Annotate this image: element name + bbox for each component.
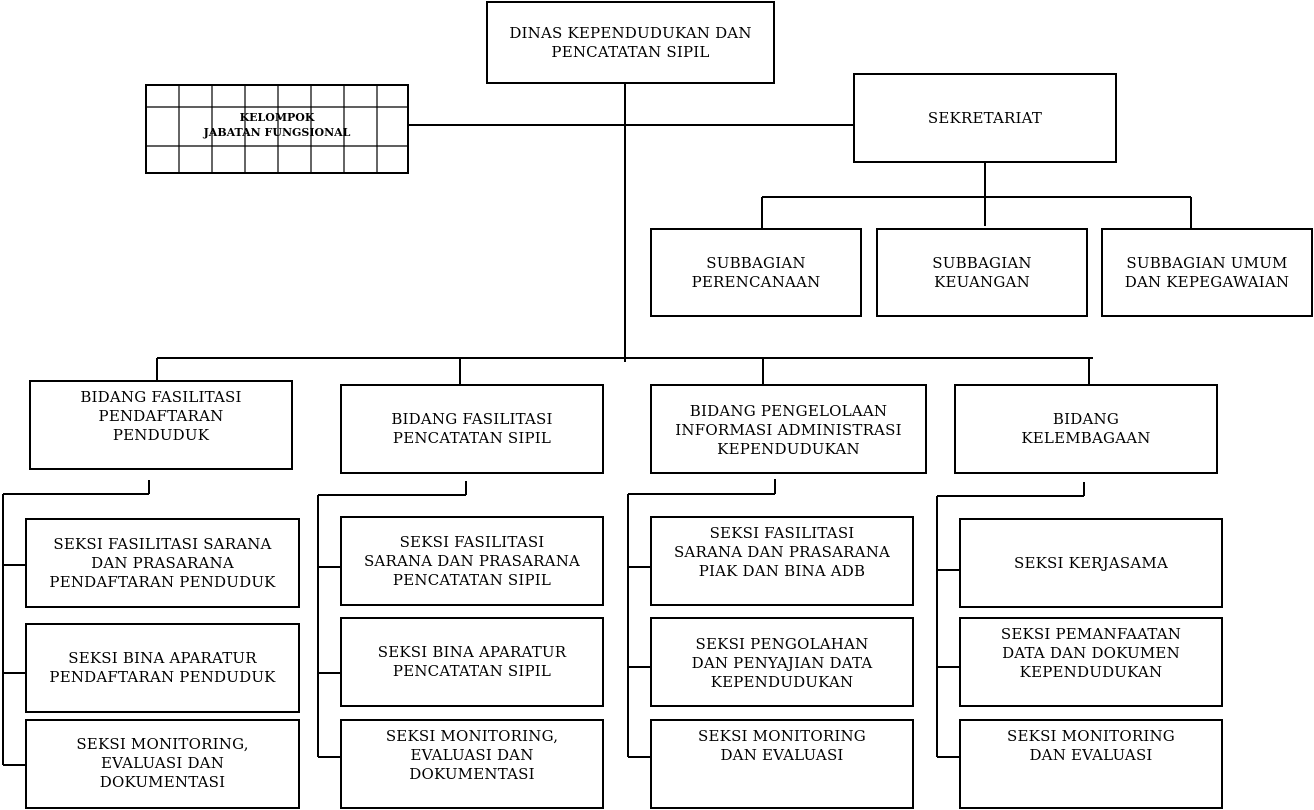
section-label: SEKSI MONITORING, EVALUASI DAN DOKUMENTASI <box>385 727 559 783</box>
functional-group-label: KELOMPOK JABATAN FUNGSIONAL <box>203 111 351 139</box>
section-label: SEKSI BINA APARATUR PENCATATAN SIPIL <box>377 643 567 680</box>
section-1-3-box <box>25 719 300 809</box>
head-office-box <box>486 1 775 84</box>
section-4-1-box <box>959 518 1223 608</box>
department-2-box <box>340 384 604 474</box>
subdivision-label: SUBBAGIAN UMUM DAN KEPEGAWAIAN <box>1124 253 1290 291</box>
section-label: SEKSI MONITORING DAN EVALUASI <box>1007 727 1175 764</box>
section-label: SEKSI BINA APARATUR PENDAFTARAN PENDUDUK <box>49 649 276 686</box>
section-label: SEKSI KERJASAMA <box>1014 553 1168 572</box>
section-1-1-box <box>25 518 300 608</box>
subdivision-general-box <box>1101 228 1313 317</box>
head-office-label: DINAS KEPENDUDUKAN DAN PENCATATAN SIPIL <box>509 23 752 61</box>
section-2-2-box <box>340 617 604 707</box>
section-2-3-box <box>340 719 604 809</box>
subdivision-finance-box <box>876 228 1088 317</box>
department-3-box <box>650 384 927 474</box>
subdivision-label: SUBBAGIAN PERENCANAAN <box>691 253 821 291</box>
section-label: SEKSI FASILITASI SARANA DAN PRASARANA PENDAFTARAN PENDUDUK <box>49 534 276 591</box>
section-label: SEKSI FASILITASI SARANA DAN PRASARANA PENCATATAN SIPIL <box>363 532 581 589</box>
functional-group-box <box>145 84 409 174</box>
section-label: SEKSI FASILITASI SARANA DAN PRASARANA PIAK DAN BINA ADB <box>673 524 891 580</box>
section-3-3-box <box>650 719 914 809</box>
section-1-2-box <box>25 623 300 713</box>
section-4-3-box <box>959 719 1223 809</box>
subdivision-planning-box <box>650 228 862 317</box>
section-4-2-box <box>959 617 1223 707</box>
department-label: BIDANG PENGELOLAAN INFORMASI ADMINISTRASI KEPENDUDUKAN <box>675 402 902 458</box>
section-3-1-box <box>650 516 914 606</box>
subdivision-label: SUBBAGIAN KEUANGAN <box>932 253 1032 291</box>
section-label: SEKSI MONITORING DAN EVALUASI <box>698 727 866 764</box>
department-4-box <box>954 384 1218 474</box>
department-label: BIDANG KELEMBAGAAN <box>1021 410 1151 447</box>
section-label: SEKSI PENGOLAHAN DAN PENYAJIAN DATA KEPENDUDUKAN <box>691 635 873 691</box>
department-label: BIDANG FASILITASI PENDAFTARAN PENDUDUK <box>80 388 242 444</box>
secretariat-box <box>853 73 1117 163</box>
secretariat-label: SEKRETARIAT <box>927 108 1043 127</box>
section-2-1-box <box>340 516 604 606</box>
section-label: SEKSI PEMANFAATAN DATA DAN DOKUMEN KEPENDUDUKAN <box>1000 625 1182 681</box>
section-3-2-box <box>650 617 914 707</box>
section-label: SEKSI MONITORING, EVALUASI DAN DOKUMENTASI <box>76 735 249 791</box>
department-label: BIDANG FASILITASI PENCATATAN SIPIL <box>391 410 553 447</box>
department-1-box <box>29 380 293 470</box>
